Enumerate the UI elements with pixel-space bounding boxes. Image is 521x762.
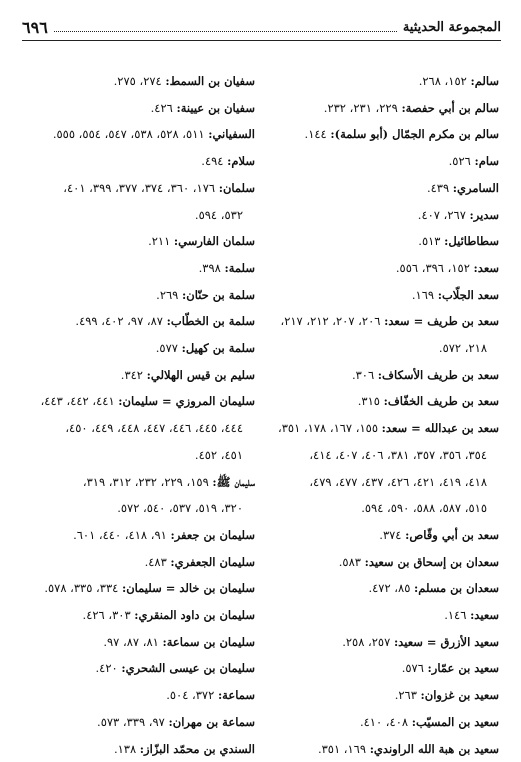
entry-page-refs: ٤٥١، ٤٥٢. <box>194 447 243 462</box>
entry-name: سعيد الأزرق = سعيد: <box>393 634 499 649</box>
index-entry-continuation <box>17 442 255 469</box>
entry-name: سلمان: <box>218 180 255 195</box>
entry-page-refs: ٨٧، ٩٧، ٤٠٢، ٤٩٩. <box>75 314 167 329</box>
index-entry <box>17 655 255 682</box>
entry-page-refs: ٨٥، ٤٧٢. <box>368 581 415 596</box>
entry-page-refs: ٤٨٣. <box>144 554 171 569</box>
index-entry <box>261 362 499 389</box>
entry-name: سليم بن قيس الهلالي: <box>146 367 255 382</box>
index-entry <box>17 255 255 282</box>
index-entry <box>17 736 255 762</box>
header-dot-leader <box>54 22 397 32</box>
entry-page-refs: ٥٣٢، ٥٩٤. <box>194 207 243 222</box>
entry-page-refs: ٩١، ٤١٨، ٤٤٠، ٦٠١. <box>73 527 171 542</box>
entry-page-refs: ١٣٨. <box>113 741 140 756</box>
entry-page-refs: ١٧٦، ٣٦٠، ٣٧٤، ٣٧٧، ٣٩٩، ٤٠١، <box>63 180 219 195</box>
index-entry <box>261 415 499 442</box>
entry-page-refs: ١٤٦. <box>444 608 471 623</box>
entry-page-refs: ١٥٩، ٢٢٩، ٢٣٢، ٣١٢، ٣١٩، <box>82 474 213 489</box>
index-entry <box>261 308 499 335</box>
entry-page-refs: ١٦٩، ٣٥١. <box>317 741 370 756</box>
running-title: المجموعة الحديثية <box>402 19 501 35</box>
header-rule <box>22 40 501 41</box>
entry-page-refs: ٤٢٦. <box>150 100 177 115</box>
entry-name: سام: <box>474 154 499 169</box>
entry-page-refs: ٣٧٤. <box>379 527 406 542</box>
entry-page-refs: ١٥٥، ١٦٧، ١٧٨، ٣٥١، <box>278 421 382 436</box>
entry-page-refs: ٤٤٤، ٤٤٥، ٤٤٦، ٤٤٧، ٤٤٨، ٤٤٩، ٤٥٠، <box>65 421 243 436</box>
index-entry <box>261 602 499 629</box>
entry-page-refs: ٣٢٠، ٥١٩، ٥٣٧، ٥٤٠، ٥٧٢. <box>117 501 243 516</box>
index-entry <box>261 736 499 762</box>
entry-name: سطاطائيل: <box>444 234 499 249</box>
entry-name: سالم: <box>470 74 499 88</box>
entry-name: سعيد: <box>470 608 499 623</box>
entry-name: سلمة بن الخطّاب: <box>166 314 255 329</box>
entry-name: سليمان بن عيسى الشحري: <box>121 661 255 676</box>
entry-page-refs: ٣٧٢، ٥٠٤. <box>166 688 218 703</box>
entry-name: سفيان بن عيينة: <box>176 100 255 115</box>
entry-name: سعدان بن مسلم: <box>414 581 499 596</box>
entry-page-refs: ٢٦٣. <box>394 688 421 703</box>
index-entry <box>17 308 255 335</box>
entry-name: سعد الجلّاب: <box>437 287 499 302</box>
entry-name: سلمان الفارسي: <box>173 234 255 249</box>
entry-page-refs: ٨١، ٨٧، ٩٧. <box>103 634 163 649</box>
index-entry <box>261 175 499 202</box>
index-entry <box>261 95 499 122</box>
index-entry <box>261 388 499 415</box>
index-entry <box>17 95 255 122</box>
index-entry <box>17 469 255 496</box>
entry-page-refs: ٤١٨، ٤١٩، ٤٢١، ٤٢٦، ٤٣٧، ٤٧٧، ٤٧٩، <box>309 474 487 489</box>
index-entry <box>261 629 499 656</box>
index-entry <box>261 68 499 95</box>
entry-page-refs: ٢٦٧، ٤٠٧. <box>417 207 470 222</box>
index-entry-continuation <box>261 335 499 362</box>
entry-name: السفياني: <box>208 127 255 142</box>
index-entry <box>261 228 499 255</box>
entry-page-refs: ٥١٥، ٥٨٧، ٥٨٨، ٥٩٠، ٥٩٤. <box>361 501 487 516</box>
entry-name: سماعة: <box>217 688 255 703</box>
entry-name: سعيد بن غزوان: <box>420 688 499 703</box>
entry-page-refs: ٥٢٦. <box>448 154 475 169</box>
entry-page-refs: ٩٧، ٣٣٩، ٥٧٣. <box>97 714 169 729</box>
index-entry-continuation <box>261 495 499 522</box>
index-entry <box>17 121 255 148</box>
index-entry-continuation <box>17 415 255 442</box>
entry-name: سلام: <box>227 154 255 169</box>
index-entry <box>17 682 255 709</box>
entry-name: سعد بن عبدالله = سعد: <box>381 421 499 436</box>
entry-name: سعد: <box>473 260 499 275</box>
entry-page-refs: ١٤٤. <box>304 127 331 142</box>
index-entry <box>261 121 499 148</box>
index-column-right <box>261 68 499 762</box>
entry-name: سليمان بن داود المنقري: <box>134 608 255 623</box>
entry-page-refs: ٣٩٨. <box>198 260 225 275</box>
index-entry <box>17 709 255 736</box>
entry-page-refs: ٢٧٤، ٢٧٥. <box>113 74 166 88</box>
entry-page-refs: ٢٠٦، ٢٠٧، ٢١٢، ٢١٧، <box>280 314 385 329</box>
index-entry <box>261 202 499 229</box>
entry-name: سلمة بن كهيل: <box>181 341 255 356</box>
entry-page-refs: ٤٢٠. <box>95 661 122 676</box>
index-entry <box>17 68 255 95</box>
entry-name: سلمة: <box>224 260 255 275</box>
index-entry-continuation <box>261 469 499 496</box>
entry-name: سعيد بن هبة الله الراوندي: <box>369 741 499 756</box>
entry-name: سلمة بن حنّان: <box>182 287 255 302</box>
index-entry <box>261 682 499 709</box>
index-entry <box>17 282 255 309</box>
index-entry-continuation <box>261 442 499 469</box>
index-entry <box>261 148 499 175</box>
entry-name: سعدان بن إسحاق بن سعيد: <box>364 554 499 569</box>
entry-name: سليمان ﷺ: <box>212 474 255 489</box>
entry-name: سالم بن أبي حفصة: <box>401 100 499 115</box>
index-entry <box>261 522 499 549</box>
entry-name: سفيان بن السمط: <box>165 74 255 88</box>
entry-page-refs: ٤٩٤. <box>201 154 228 169</box>
entry-page-refs: ٣١٥. <box>357 394 384 409</box>
index-entry <box>261 282 499 309</box>
entry-page-refs: ٥٨٣. <box>338 554 365 569</box>
index-entry-continuation <box>17 495 255 522</box>
entry-name: سعد بن طريف الخفّاف: <box>383 394 499 409</box>
index-entry <box>261 549 499 576</box>
entry-page-refs: ٣٣٤، ٣٣٥، ٥٧٨. <box>44 581 122 596</box>
entry-name: سدير: <box>469 207 499 222</box>
entry-name: سليمان الجعفري: <box>170 554 255 569</box>
entry-page-refs: ٢٦٩. <box>156 287 182 302</box>
index-entry <box>17 602 255 629</box>
entry-name: سعد بن طريف = سعد: <box>384 314 499 329</box>
entry-page-refs: ٤٠٨، ٤١٠. <box>359 714 412 729</box>
entry-page-refs: ١٦٩. <box>411 287 438 302</box>
entry-name: سليمان بن خالد = سليمان: <box>121 581 255 596</box>
entry-page-refs: ٤٤١، ٤٤٢، ٤٤٣، <box>40 394 119 409</box>
entry-page-refs: ٥٧٦. <box>401 661 428 676</box>
page-header <box>22 14 501 40</box>
entry-page-refs: ٤٣٩. <box>426 180 453 195</box>
entry-name: السامري: <box>452 180 499 195</box>
entry-name: السندي بن محمّد البزّاز: <box>139 741 255 756</box>
index-entry <box>17 228 255 255</box>
entry-page-refs: ٥٧٧. <box>155 341 182 356</box>
entry-name: سليمان بن سماعة: <box>162 634 255 649</box>
entry-name: سعيد بن عمّار: <box>427 661 499 676</box>
entry-page-refs: ١٥٢، ٣٩٦، ٥٥٦. <box>395 260 474 275</box>
index-entry <box>17 148 255 175</box>
index-entry <box>261 255 499 282</box>
index-entry <box>17 522 255 549</box>
entry-page-refs: ٣٠٣، ٤٢٦. <box>82 608 135 623</box>
index-entry <box>17 549 255 576</box>
entry-page-refs: ٢٥٧، ٢٥٨. <box>342 634 394 649</box>
index-entry-continuation <box>17 202 255 229</box>
index-column-left <box>17 68 255 762</box>
index-entry <box>17 175 255 202</box>
entry-page-refs: ٣٤٢. <box>120 367 147 382</box>
index-entry <box>17 629 255 656</box>
entry-page-refs: ٢٢٩، ٢٣١، ٢٣٢. <box>323 100 402 115</box>
entry-name: سماعة بن مهران: <box>168 714 255 729</box>
entry-name: سليمان المروزي = سليمان: <box>118 394 255 409</box>
entry-page-refs: ٥١١، ٥٢٨، ٥٣٨، ٥٤٧، ٥٥٤، ٥٥٥. <box>52 127 209 142</box>
index-entry <box>17 362 255 389</box>
index-entry <box>17 388 255 415</box>
entry-name: سعد بن طريف الأسكاف: <box>377 367 499 382</box>
entry-page-refs: ٥١٣. <box>418 234 445 249</box>
page-number: ٦٩٦ <box>22 17 48 37</box>
index-entry <box>261 709 499 736</box>
entry-page-refs: ٣٥٤، ٣٥٦، ٣٥٧، ٣٨١، ٤٠٦، ٤٠٧، ٤١٤، <box>309 447 487 462</box>
entry-name: سالم بن مكرم الجمّال (أبو سلمة): <box>330 127 499 142</box>
entry-page-refs: ٢١٨، ٥٧٢. <box>438 341 487 356</box>
index-entry <box>17 335 255 362</box>
entry-name: سليمان بن جعفر: <box>170 527 255 542</box>
index-entry <box>261 655 499 682</box>
index-entry <box>17 575 255 602</box>
entry-page-refs: ٢١١. <box>148 234 174 249</box>
index-entry <box>261 575 499 602</box>
entry-page-refs: ١٥٢، ٢٦٨. <box>418 74 471 88</box>
entry-page-refs: ٣٠٦. <box>351 367 378 382</box>
entry-name: سعيد بن المسيّب: <box>411 714 499 729</box>
entry-name: سعد بن أبي وقّاص: <box>405 527 499 542</box>
